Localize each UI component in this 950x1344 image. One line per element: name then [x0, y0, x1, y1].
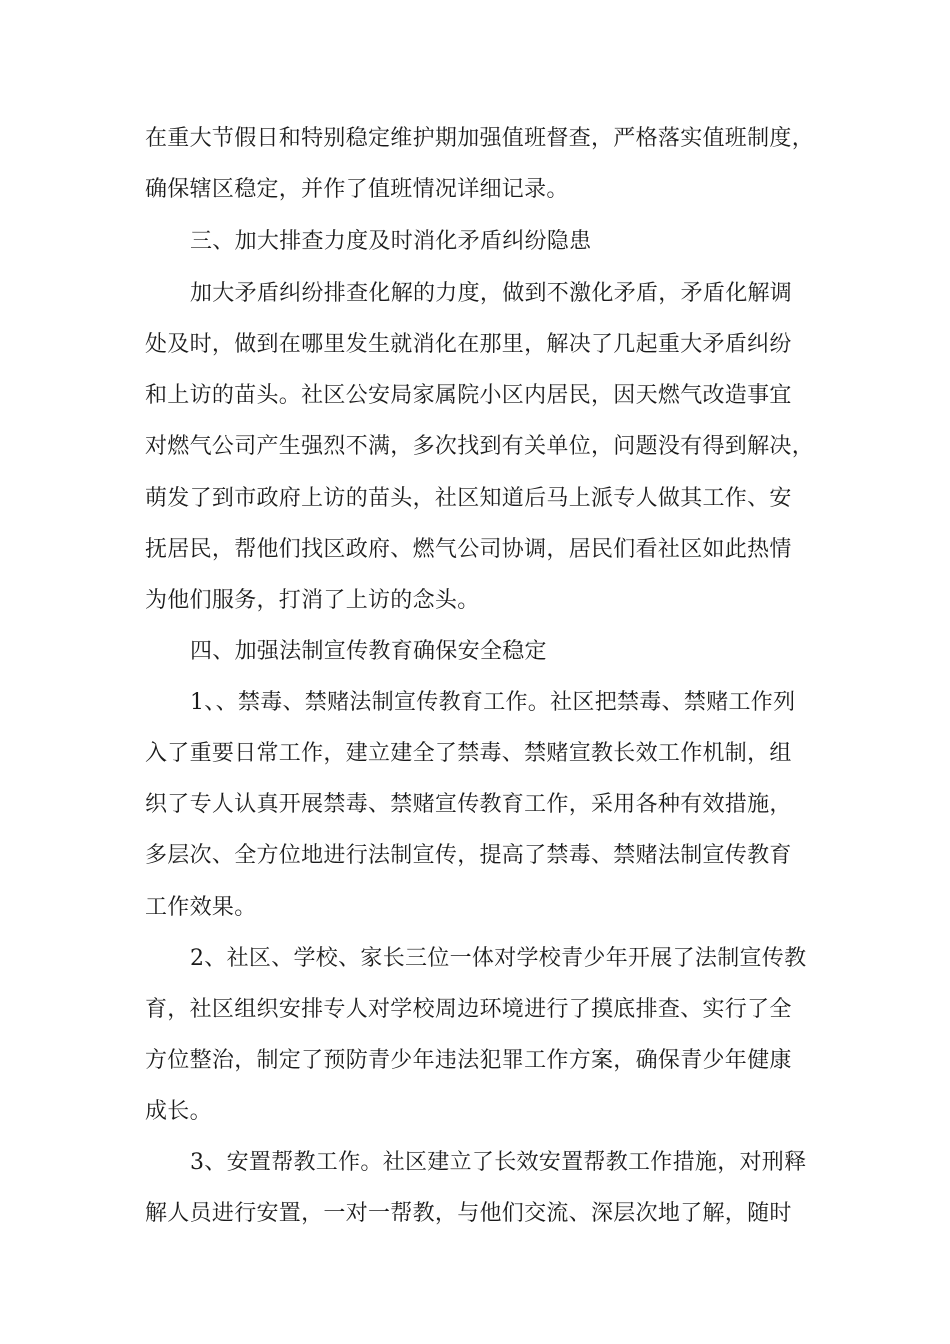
body-text-line: 入了重要日常工作，建立建全了禁毒、禁赌宣教长效工作机制，组	[145, 741, 792, 766]
section-heading-3: 三、加大排查力度及时消化矛盾纠纷隐患	[190, 229, 592, 254]
body-text-line: 织了专人认真开展禁毒、禁赌宣传教育工作，采用各种有效措施，	[145, 792, 792, 817]
body-text-line: 1、、禁毒、禁赌法制宣传教育工作。社区把禁毒、禁赌工作列	[190, 690, 796, 715]
body-text-line: 育，社区组织安排专人对学校周边环境进行了摸底排查、实行了全	[145, 997, 792, 1022]
body-text-line: 为他们服务，打消了上访的念头。	[145, 588, 480, 613]
body-text-line: 解人员进行安置，一对一帮教，与他们交流、深层次地了解，随时	[145, 1201, 792, 1226]
body-text-line: 工作效果。	[145, 895, 257, 920]
body-text-line: 2、社区、学校、家长三位一体对学校青少年开展了法制宣传教	[190, 946, 807, 971]
body-text-line: 方位整治，制定了预防青少年违法犯罪工作方案，确保青少年健康	[145, 1048, 792, 1073]
body-text-line: 多层次、全方位地进行法制宣传，提高了禁毒、禁赌法制宣传教育	[145, 843, 792, 868]
body-text-line: 萌发了到市政府上访的苗头，社区知道后马上派专人做其工作、安	[145, 486, 792, 511]
body-text-line: 处及时，做到在哪里发生就消化在那里，解决了几起重大矛盾纠纷	[145, 332, 792, 357]
body-text-line: 对燃气公司产生强烈不满，多次找到有关单位，问题没有得到解决，	[145, 434, 815, 459]
body-text-line: 确保辖区稳定，并作了值班情况详细记录。	[145, 177, 569, 202]
body-text-line: 抚居民，帮他们找区政府、燃气公司协调，居民们看社区如此热情	[145, 537, 792, 562]
body-text-line: 加大矛盾纠纷排查化解的力度，做到不激化矛盾，矛盾化解调	[190, 281, 793, 306]
body-text-line: 在重大节假日和特别稳定维护期加强值班督查，严格落实值班制度，	[145, 126, 815, 151]
body-text-line: 成长。	[145, 1099, 212, 1124]
body-text-line: 和上访的苗头。社区公安局家属院小区内居民，因天燃气改造事宜	[145, 383, 792, 408]
body-text-line: 3、安置帮教工作。社区建立了长效安置帮教工作措施，对刑释	[190, 1150, 807, 1175]
section-heading-4: 四、加强法制宣传教育确保安全稳定	[190, 639, 547, 664]
